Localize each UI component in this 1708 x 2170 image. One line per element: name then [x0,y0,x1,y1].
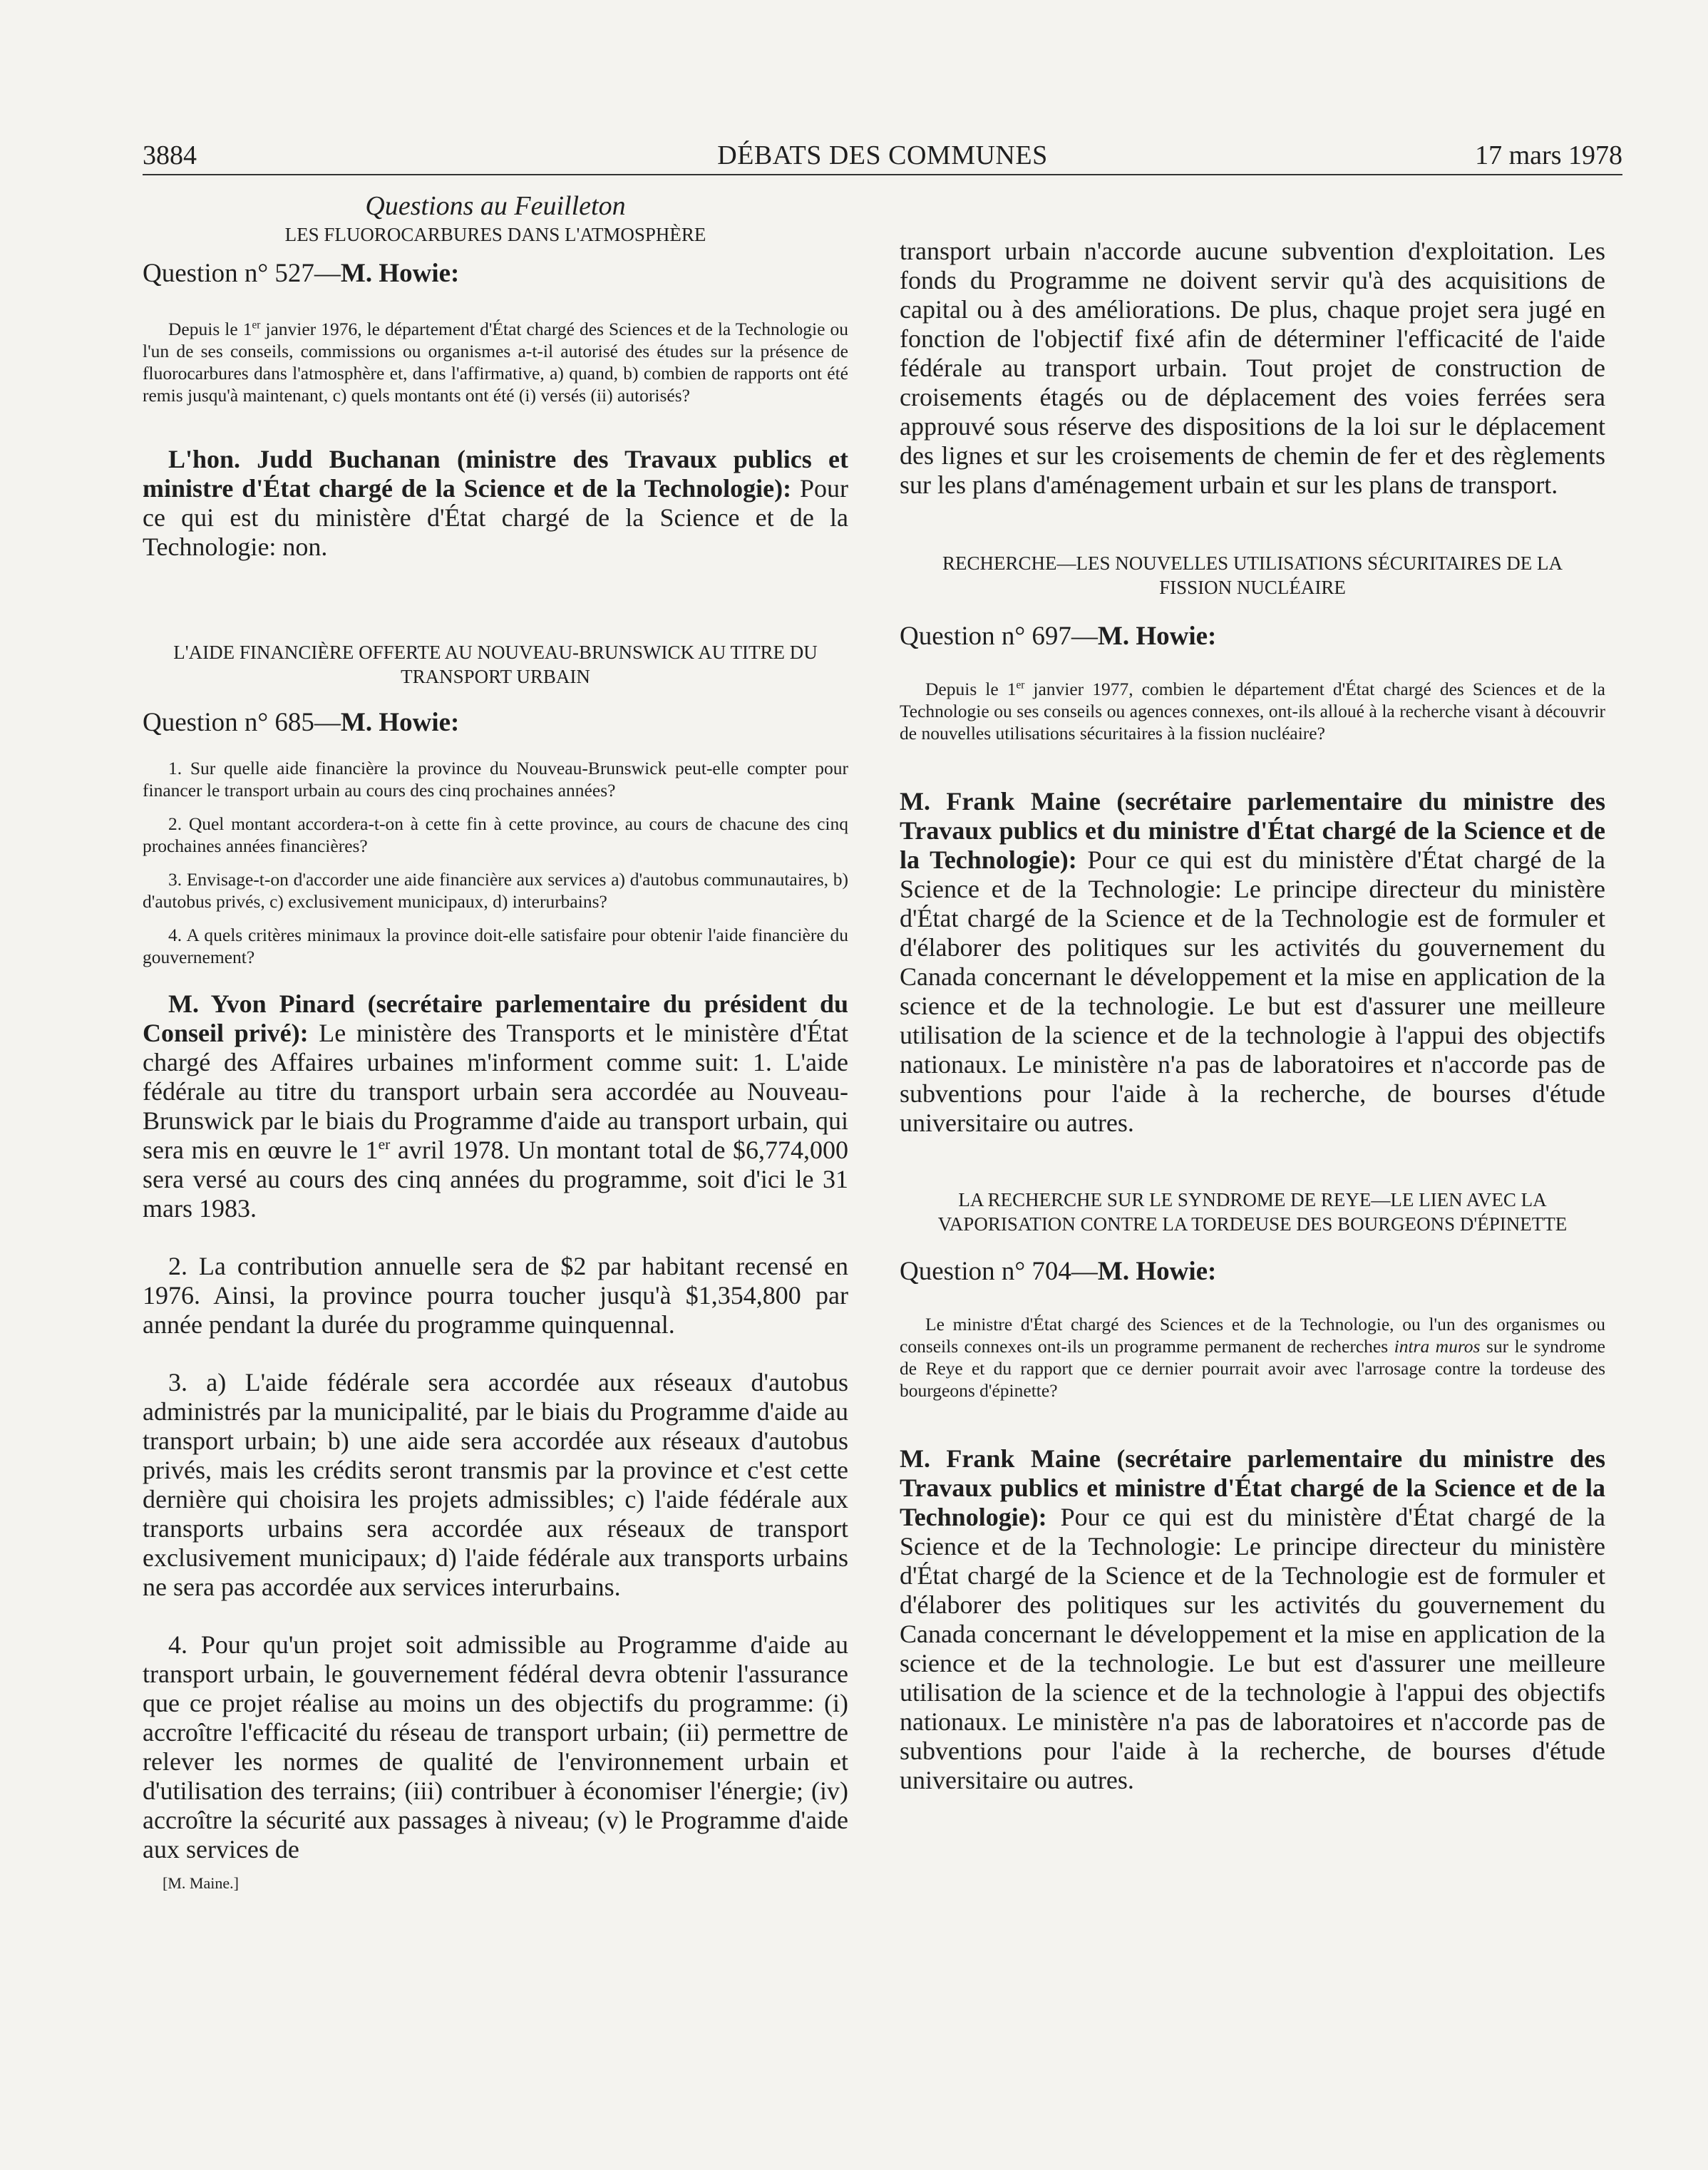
q685-item-2: 2. Quel montant accordera-t-on à cette fin à cette province, au cours de chacune des cinq prochaines années financières? [143,813,848,856]
q685-answer-p2: 2. La contribution annuelle sera de $2 par habitant recensé en 1976. Ainsi, la province pourra toucher jusqu'à $1,354,800 par année pendant la durée du programme quinquennal. [143,1252,848,1339]
footnote: [M. Maine.] [163,1874,239,1892]
q527-author: M. Howie: [340,259,460,288]
q685-answer-p4: 4. Pour qu'un projet soit admissible au Programme d'aide au transport urbain, le gouvernement fédéral devra obtenir l'assurance que ce projet réalise au moins un des objectifs du programme: (i) accroître l'efficacité du réseau de transport urbain; (ii) permettre de relever les normes de qualité de l'environnement urbain et d'utilisation des terrains; (iii) contribuer à économiser l'énergie; (iv) accroître la sécurité aux passages à niveau; (v) le Programme d'aide aux services de [143,1630,848,1863]
q704-question: Question n° 704—M. Howie: [900,1257,1217,1286]
q527-number: Question n° 527— [143,259,341,288]
q697-heading: RECHERCHE—LES NOUVELLES UTILISATIONS SÉCURITAIRES DE LA FISSION NUCLÉAIRE [942,552,1563,598]
q527-speaker: L'hon. Judd Buchanan (ministre des Travaux publics et ministre d'État chargé de la Science et de la Technologie): [143,445,848,503]
q527-text: Depuis le 1er janvier 1976, le département d'État chargé des Sciences et de la Technologie ou l'un de ses conseils, commissions ou organismes a-t-il autorisé des études sur la présence de fluorocarbures dans l'atmosphère et, dans l'affirmative, a) quand, b) combien de rapports ont été remis jusqu'à maintenant, c) quels montants ont été (i) versés (ii) autorisés? [143,319,848,406]
q685-item-1: 1. Sur quelle aide financière la province du Nouveau-Brunswick peut-elle compter pour financer le transport urbain au cours des cinq prochaines années? [143,758,848,801]
q527-answer: L'hon. Judd Buchanan (ministre des Travaux publics et ministre d'État chargé de la Science et de la Technologie): Pour ce qui est du ministère d'État chargé de la Science et de la Technologie: non. [143,445,848,561]
right-column [900,237,1605,1795]
q685-question: Question n° 685—M. Howie: [143,708,460,737]
q704-heading: LA RECHERCHE SUR LE SYNDROME DE REYE—LE LIEN AVEC LA VAPORISATION CONTRE LA TORDEUSE DES BOURGEONS D'ÉPINETTE [937,1189,1568,1235]
q685-answer-p3: 3. a) L'aide fédérale sera accordée aux réseaux d'autobus administrés par la municipalité, par le biais du Programme d'aide au transport urbain; b) une aide sera accordée aux réseaux d'autobus privés, mais les crédits seront transmis par la province et c'est cette dernière qui choisira les projets admissibles; c) l'aide fédérale aux transports urbains sera accordée aux réseaux de transport exclusivement municipaux; d) l'aide fédérale aux transports urbains ne sera pas accordée aux services interurbains. [143,1368,848,1601]
left-column [143,190,848,1893]
q685-speaker: M. Yvon Pinard (secrétaire parlementaire du président du Conseil privé): [143,989,848,1047]
q685-heading: L'AIDE FINANCIÈRE OFFERTE AU NOUVEAU-BRUNSWICK AU TITRE DU TRANSPORT URBAIN [173,642,818,687]
q704-answer: M. Frank Maine (secrétaire parlementaire du ministre des Travaux publics et ministre d'État chargé de la Science et de la Technologie): Pour ce qui est du ministère d'État chargé de la Science et de la Technologie: Le principe directeur du ministère d'État chargé de la Science et de la Technologie est de formuler et d'élaborer des politiques sur les activités du gouvernement du Canada concernant le développement et la mise en application de la science et de la technologie. Le but est d'assurer une meilleure utilisation de la science et de la technologie à l'appui des objectifs nationaux. Le ministère n'a pas de laboratoires et n'accorde pas de subventions pour l'aide à la recherche, de bourses d'étude universitaire ou autres. [900,1444,1605,1794]
q697-author: M. Howie: [1097,622,1217,651]
q685-author: M. Howie: [340,708,460,737]
q527-heading: LES FLUOROCARBURES DANS L'ATMOSPHÈRE [284,224,706,245]
page-number: 3884 [143,140,197,170]
q697-speaker: M. Frank Maine (secrétaire parlementaire du ministre des Travaux publics et du ministre d'État chargé de la Science et de la Technologie): [900,787,1605,874]
page-header [143,140,1622,175]
q704-text: Le ministre d'État chargé des Sciences et de la Technologie, ou l'un des organismes ou conseils connexes ont-ils un programme permanent de recherches intra muros sur le syndrome de Reye et du rapport que ce dernier pourrait avoir avec l'arrosage contre la tordeuse des bourgeons d'épinette? [900,1314,1605,1401]
q685-answer-p1: M. Yvon Pinard (secrétaire parlementaire du président du Conseil privé): Le ministère des Transports et le ministère d'État chargé des Affaires urbaines m'informent comme suit: 1. L'aide fédérale au titre du transport urbain sera accordée au Nouveau-Brunswick par le biais du Programme d'aide au transport urbain, qui sera mis en œuvre le 1er avril 1978. Un montant total de $6,774,000 sera versé au cours des cinq années du programme, soit d'ici le 31 mars 1983. [143,989,849,1223]
q704-speaker: M. Frank Maine (secrétaire parlementaire du ministre des Travaux publics et ministre d'État chargé de la Science et de la Technologie): [900,1444,1605,1531]
q527-question [143,258,848,289]
page-date: 17 mars 1978 [1475,140,1622,170]
q697-answer: M. Frank Maine (secrétaire parlementaire du ministre des Travaux publics et du ministre d'État chargé de la Science et de la Technologie): Pour ce qui est du ministère d'État chargé de la Science et de la Technologie: Le principe directeur du ministère d'État chargé de la Science et de la Technologie est de formuler et d'élaborer des politiques sur les activités du gouvernement du Canada concernant le développement et la mise en application de la science et de la technologie. Le but est d'assurer une meilleure utilisation de la science et de la technologie à l'appui des objectifs nationaux. Le ministère n'a pas de laboratoires et n'accorde pas de subventions pour l'aide à la recherche, de bourses d'étude universitaire ou autres. [900,787,1605,1137]
q685-continuation: transport urbain n'accorde aucune subvention d'exploitation. Les fonds du Programme ne doivent servir qu'à des acquisitions de capital ou à des améliorations. De plus, chaque projet sera jugé en fonction de l'objectif fixé afin de déterminer l'efficacité de l'aide fédérale au transport urbain. Tout projet de construction de croisements étagés ou de déplacement des voies ferrées sera approuvé sous réserve des dispositions de la loi sur le déplacement des lignes et sur les croisements de chemin de fer et des règlements sur les plans d'aménagement urbain et sur les plans de transport. [900,237,1605,499]
q697-text: Depuis le 1er janvier 1977, combien le département d'État chargé des Sciences et de la Technologie ou ses conseils ou agences connexes, ont-ils alloué à la recherche visant à découvrir de nouvelles utilisations sécuritaires à la fission nucléaire? [900,679,1605,744]
q697-question: Question n° 697—M. Howie: [900,622,1217,651]
q685-item-3: 3. Envisage-t-on d'accorder une aide financière aux services a) d'autobus communautaires, b) d'autobus privés, c) exclusivement municipaux, d) interurbains? [143,869,848,912]
q704-author: M. Howie: [1097,1257,1217,1286]
section-title: Questions au Feuilleton [365,191,626,221]
q685-item-4: 4. A quels critères minimaux la province doit-elle satisfaire pour obtenir l'aide financière du gouvernement? [143,925,848,967]
publication-title: DÉBATS DES COMMUNES [717,140,1048,170]
